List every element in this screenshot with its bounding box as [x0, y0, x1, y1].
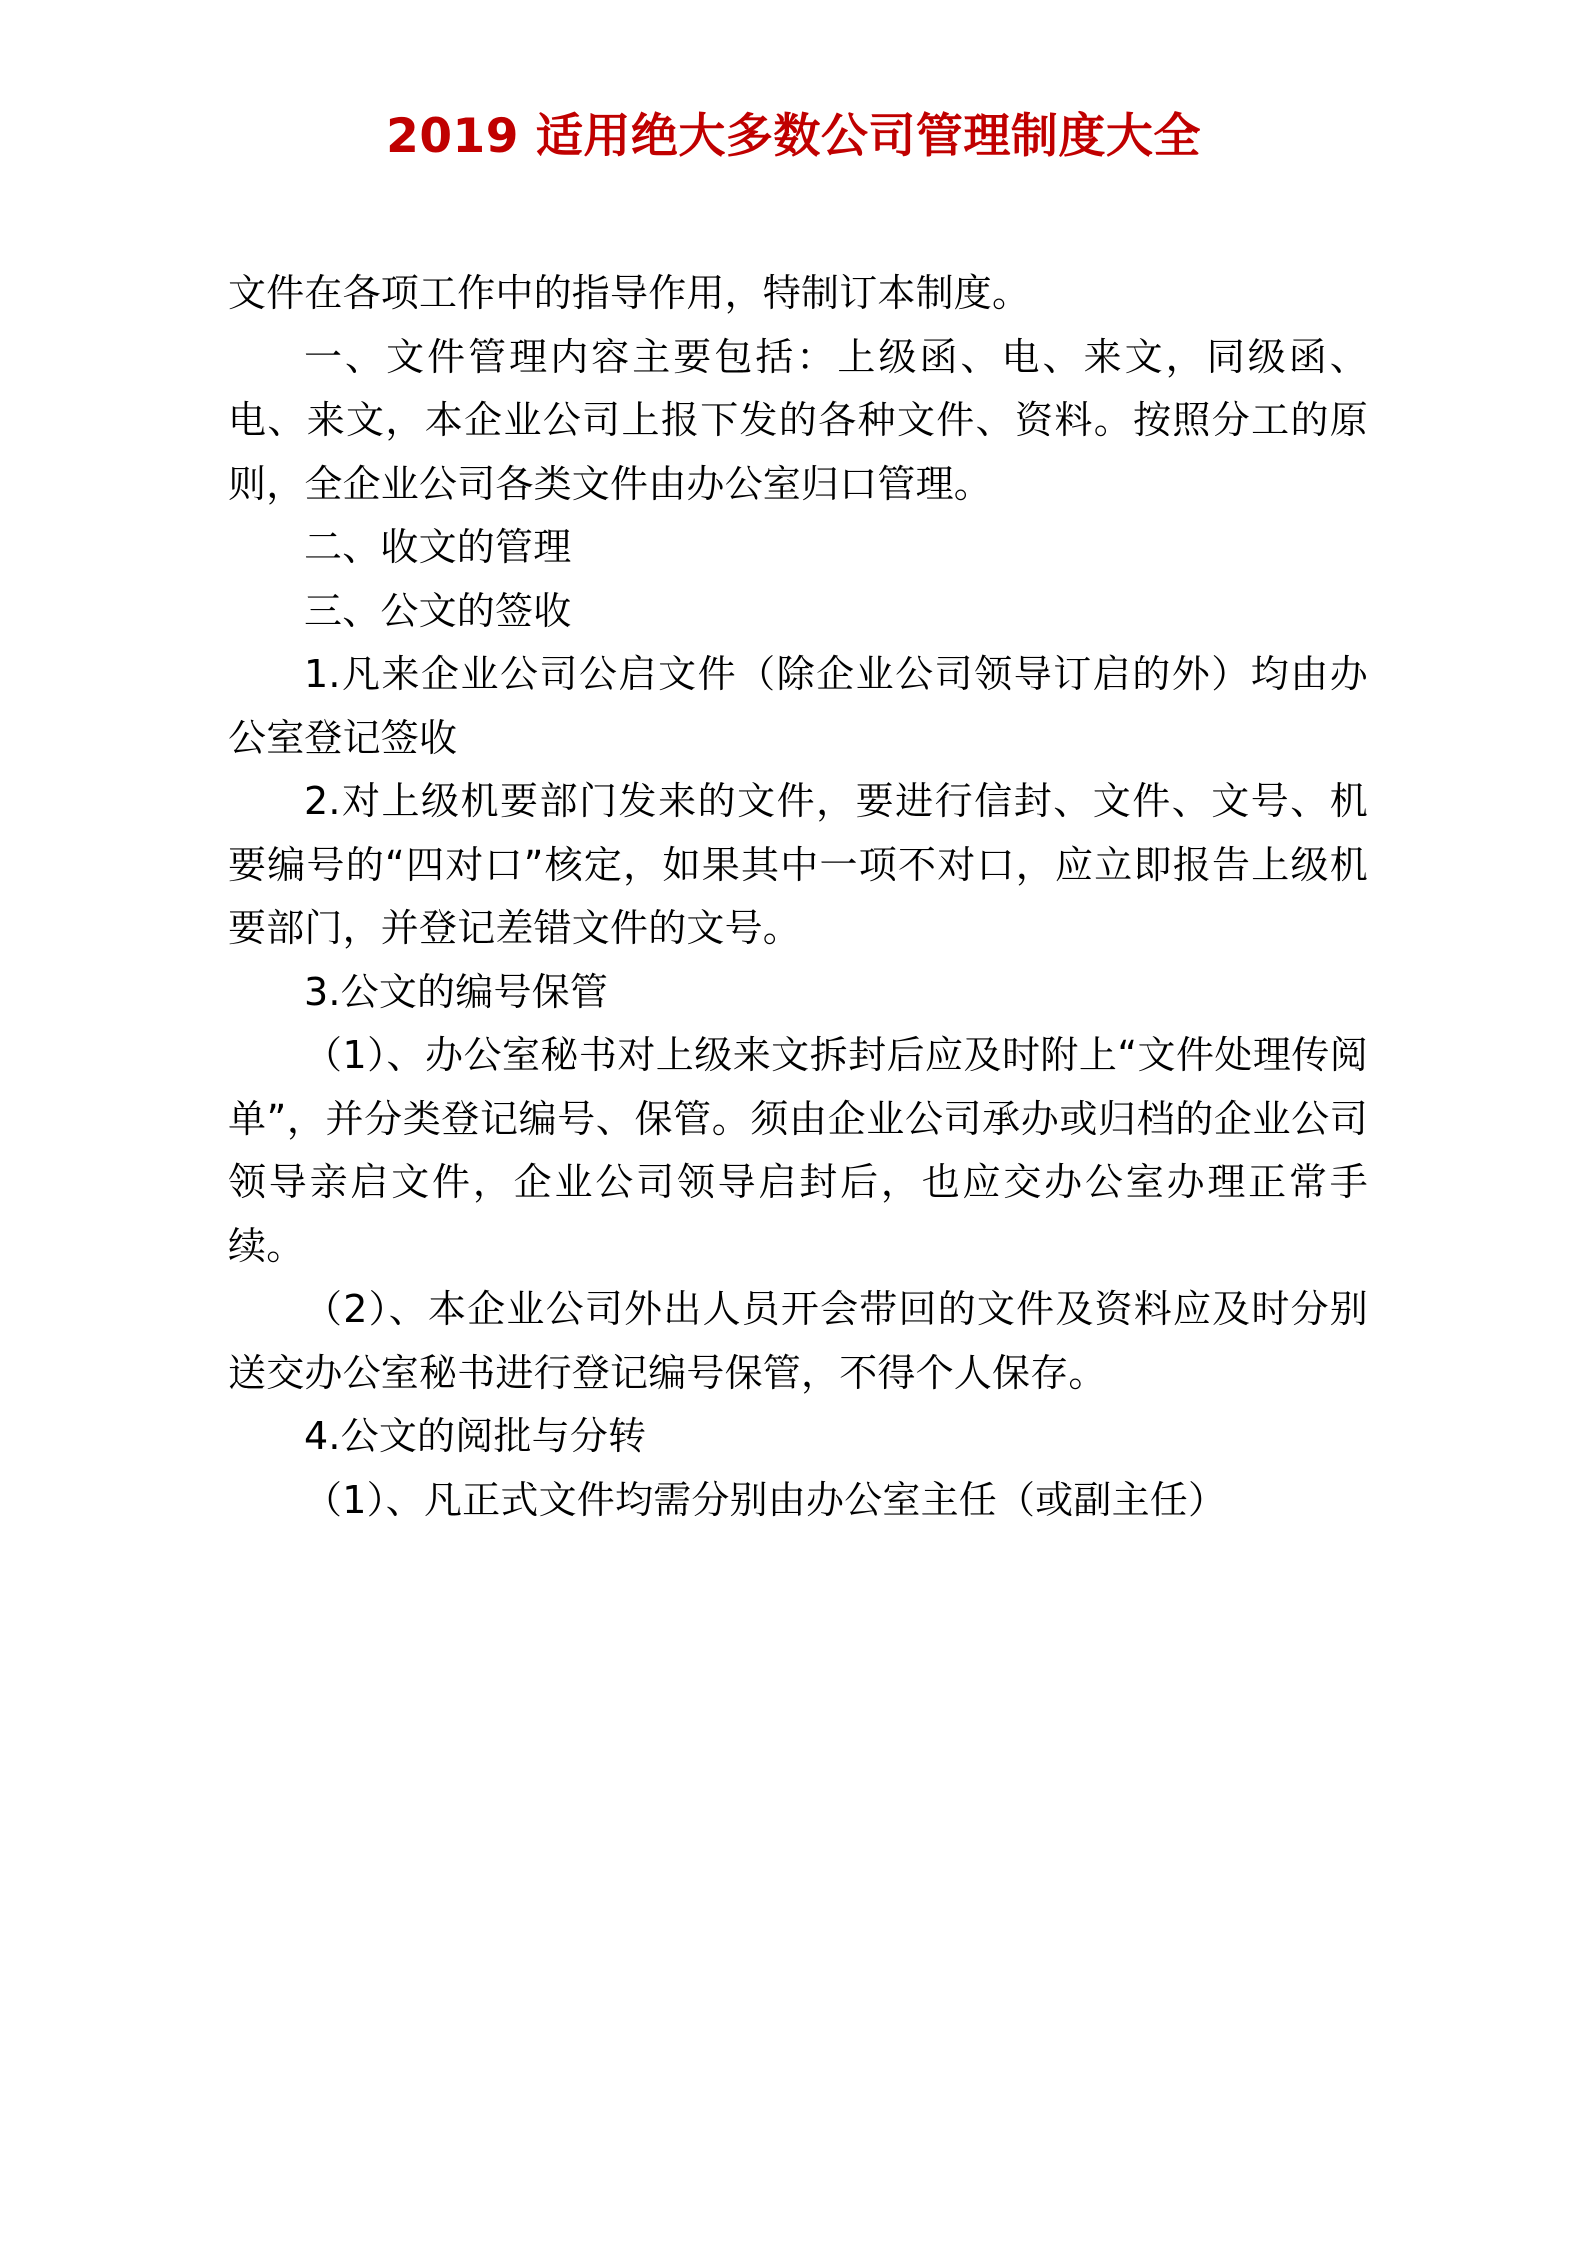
- paragraph: 1.凡来企业公司公启文件（除企业公司领导订启的外）均由办公室登记签收: [228, 652, 1368, 760]
- paragraph: 文件在各项工作中的指导作用，特制订本制度。: [228, 271, 1031, 315]
- paragraph: （1）、办公室秘书对上级来文拆封后应及时附上“文件处理传阅单”，并分类登记编号、保管。须由企业公司承办或归档的企业公司领导亲启文件，企业公司领导启封后，也应交办公室办理正常手续。: [228, 1033, 1368, 1268]
- paragraph: 4.公文的阅批与分转: [304, 1414, 647, 1458]
- document-body: [228, 262, 1368, 1532]
- paragraph: 二、收文的管理: [304, 525, 572, 569]
- page-title: 2019 适用绝大多数公司管理制度大全: [386, 109, 1201, 164]
- paragraph: （2）、本企业公司外出人员开会带回的文件及资料应及时分别送交办公室秘书进行登记编号保管，不得个人保存。: [228, 1287, 1368, 1395]
- paragraph: （1）、凡正式文件均需分别由办公室主任（或副主任）: [304, 1477, 1227, 1522]
- paragraph: 2.对上级机要部门发来的文件，要进行信封、文件、文号、机要编号的“四对口”核定，如果其中一项不对口，应立即报告上级机要部门，并登记差错文件的文号。: [228, 779, 1368, 950]
- paragraph: 三、公文的签收: [304, 588, 572, 633]
- paragraph: 一、文件管理内容主要包括：上级函、电、来文，同级函、电、来文，本企业公司上报下发的各种文件、资料。按照分工的原则，全企业公司各类文件由办公室归口管理。: [228, 334, 1368, 506]
- paragraph: 3.公文的编号保管: [304, 969, 609, 1014]
